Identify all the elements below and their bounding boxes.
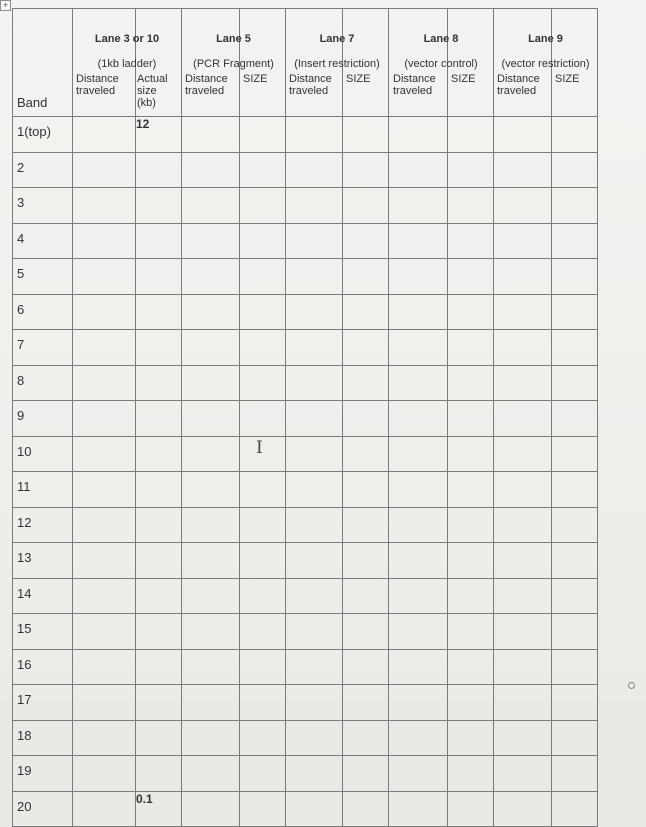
distance-cell[interactable] [286, 436, 343, 472]
distance-cell[interactable] [73, 330, 136, 366]
distance-cell[interactable] [182, 188, 240, 224]
lane-8-col-distance: Distance traveled [393, 73, 436, 97]
size-cell[interactable] [448, 294, 494, 330]
lane-7-col-distance: Distance traveled [289, 73, 332, 97]
move-anchor-icon[interactable]: + [0, 0, 11, 11]
band-number-cell: 18 [13, 720, 73, 756]
size-cell[interactable] [240, 401, 286, 437]
size-cell[interactable] [552, 578, 598, 614]
distance-cell[interactable] [182, 507, 240, 543]
actual-size-cell[interactable] [136, 330, 182, 366]
band-header-cell [13, 9, 73, 117]
distance-cell[interactable] [389, 543, 448, 579]
band-number-cell: 16 [13, 649, 73, 685]
size-cell[interactable] [552, 365, 598, 401]
size-cell[interactable] [240, 756, 286, 792]
distance-cell[interactable] [494, 685, 552, 721]
distance-cell[interactable] [73, 401, 136, 437]
lane-8-title: Lane 8 [423, 33, 459, 45]
distance-cell[interactable] [286, 294, 343, 330]
distance-cell[interactable] [494, 472, 552, 508]
distance-cell[interactable] [73, 259, 136, 295]
actual-size-cell[interactable] [136, 649, 182, 685]
distance-cell[interactable] [494, 436, 552, 472]
size-cell[interactable] [343, 259, 389, 295]
actual-size-cell[interactable]: 12 [136, 117, 182, 153]
table-row [13, 117, 598, 153]
distance-cell[interactable] [389, 685, 448, 721]
distance-cell[interactable] [286, 365, 343, 401]
size-cell[interactable] [343, 720, 389, 756]
actual-size-cell[interactable] [136, 223, 182, 259]
distance-cell[interactable] [389, 294, 448, 330]
band-table [12, 8, 598, 827]
distance-cell[interactable] [182, 472, 240, 508]
distance-cell[interactable] [73, 685, 136, 721]
size-cell[interactable] [448, 614, 494, 650]
distance-cell[interactable] [286, 791, 343, 827]
size-cell[interactable] [552, 791, 598, 827]
lane-3-header-b [136, 9, 182, 117]
actual-size-cell[interactable] [136, 259, 182, 295]
actual-size-cell[interactable]: 0.1 [136, 791, 182, 827]
distance-cell[interactable] [286, 649, 343, 685]
size-cell[interactable] [448, 401, 494, 437]
size-cell[interactable] [343, 294, 389, 330]
size-cell[interactable] [552, 294, 598, 330]
size-cell[interactable] [343, 543, 389, 579]
size-cell[interactable] [552, 507, 598, 543]
distance-cell[interactable] [73, 649, 136, 685]
lane-5-title: Lane 5 [216, 33, 251, 45]
size-cell[interactable] [343, 436, 389, 472]
size-cell[interactable] [240, 365, 286, 401]
distance-cell[interactable] [389, 223, 448, 259]
distance-cell[interactable] [494, 330, 552, 366]
distance-cell[interactable] [389, 152, 448, 188]
distance-cell[interactable] [73, 720, 136, 756]
band-number-cell: 14 [13, 578, 73, 614]
size-cell[interactable] [343, 614, 389, 650]
size-cell[interactable] [240, 223, 286, 259]
table-row [13, 401, 598, 437]
distance-cell[interactable] [494, 117, 552, 153]
lane-8-desc: (vector control) [404, 58, 478, 70]
size-cell[interactable] [343, 117, 389, 153]
size-cell[interactable] [448, 649, 494, 685]
distance-cell[interactable] [73, 152, 136, 188]
size-cell[interactable] [240, 294, 286, 330]
size-cell[interactable] [343, 756, 389, 792]
distance-cell[interactable] [389, 791, 448, 827]
lane-9-title: Lane 9 [528, 33, 563, 45]
size-cell[interactable] [343, 330, 389, 366]
distance-cell[interactable] [389, 188, 448, 224]
distance-cell[interactable] [286, 685, 343, 721]
band-number-cell: 11 [13, 472, 73, 508]
distance-cell[interactable] [73, 365, 136, 401]
size-cell[interactable] [448, 685, 494, 721]
actual-size-cell[interactable] [136, 756, 182, 792]
lane-7-desc: (Insert restriction) [294, 58, 380, 70]
table-row [13, 614, 598, 650]
size-cell[interactable] [240, 330, 286, 366]
size-cell[interactable] [448, 330, 494, 366]
band-number-cell: 12 [13, 507, 73, 543]
size-cell[interactable] [552, 649, 598, 685]
size-cell[interactable] [448, 578, 494, 614]
distance-cell[interactable] [73, 294, 136, 330]
size-cell[interactable] [240, 188, 286, 224]
distance-cell[interactable] [182, 614, 240, 650]
size-cell[interactable] [448, 720, 494, 756]
size-cell[interactable] [240, 649, 286, 685]
distance-cell[interactable] [182, 365, 240, 401]
distance-cell[interactable] [286, 543, 343, 579]
table-row [13, 365, 598, 401]
distance-cell[interactable] [182, 223, 240, 259]
distance-cell[interactable] [286, 223, 343, 259]
table-row [13, 685, 598, 721]
distance-cell[interactable] [494, 578, 552, 614]
band-number-cell: 15 [13, 614, 73, 650]
size-cell[interactable] [448, 259, 494, 295]
distance-cell[interactable] [182, 756, 240, 792]
size-cell[interactable] [448, 791, 494, 827]
size-cell[interactable] [240, 685, 286, 721]
distance-cell[interactable] [494, 543, 552, 579]
actual-size-cell[interactable] [136, 685, 182, 721]
size-cell[interactable] [343, 685, 389, 721]
table-row [13, 543, 598, 579]
band-number-cell: 6 [13, 294, 73, 330]
distance-cell[interactable] [73, 223, 136, 259]
size-cell[interactable] [343, 649, 389, 685]
size-cell[interactable] [343, 578, 389, 614]
distance-cell[interactable] [494, 223, 552, 259]
distance-cell[interactable] [389, 365, 448, 401]
distance-cell[interactable] [286, 259, 343, 295]
band-number-cell: 4 [13, 223, 73, 259]
distance-cell[interactable] [73, 117, 136, 153]
distance-cell[interactable] [73, 543, 136, 579]
distance-cell[interactable] [389, 756, 448, 792]
distance-cell[interactable] [494, 791, 552, 827]
size-cell[interactable] [448, 188, 494, 224]
text-cursor-icon: I [256, 438, 263, 458]
table-row [13, 720, 598, 756]
band-number-cell: 13 [13, 543, 73, 579]
size-cell[interactable] [552, 543, 598, 579]
distance-cell[interactable] [494, 756, 552, 792]
distance-cell[interactable] [182, 791, 240, 827]
band-number-cell: 2 [13, 152, 73, 188]
distance-cell[interactable] [389, 401, 448, 437]
band-number-cell: 3 [13, 188, 73, 224]
distance-cell[interactable] [494, 365, 552, 401]
distance-cell[interactable] [182, 543, 240, 579]
size-cell[interactable] [448, 756, 494, 792]
distance-cell[interactable] [182, 649, 240, 685]
size-cell[interactable] [552, 330, 598, 366]
distance-cell[interactable] [389, 472, 448, 508]
distance-cell[interactable] [73, 472, 136, 508]
actual-size-cell[interactable] [136, 436, 182, 472]
table-row [13, 259, 598, 295]
resize-handle-icon[interactable] [628, 682, 635, 689]
distance-cell[interactable] [389, 578, 448, 614]
size-cell[interactable] [343, 507, 389, 543]
distance-cell[interactable] [494, 507, 552, 543]
size-cell[interactable] [552, 436, 598, 472]
distance-cell[interactable] [73, 756, 136, 792]
band-number-cell: 8 [13, 365, 73, 401]
size-cell[interactable] [240, 791, 286, 827]
size-cell[interactable] [240, 117, 286, 153]
size-cell[interactable] [343, 791, 389, 827]
distance-cell[interactable] [286, 614, 343, 650]
size-cell[interactable] [448, 223, 494, 259]
table-row [13, 756, 598, 792]
distance-cell[interactable] [286, 720, 343, 756]
lane-7-header-b [343, 9, 389, 117]
table-row [13, 436, 598, 472]
actual-size-cell[interactable] [136, 507, 182, 543]
lane-8-header-b [448, 9, 494, 117]
table-row [13, 507, 598, 543]
distance-cell[interactable] [182, 685, 240, 721]
distance-cell[interactable] [389, 259, 448, 295]
table-row [13, 472, 598, 508]
distance-cell[interactable] [182, 259, 240, 295]
distance-cell[interactable] [73, 507, 136, 543]
size-cell[interactable] [552, 756, 598, 792]
size-cell[interactable] [552, 685, 598, 721]
lane-3-col-distance: Distance traveled [76, 73, 119, 97]
distance-cell[interactable] [182, 578, 240, 614]
size-cell[interactable] [552, 614, 598, 650]
distance-cell[interactable] [494, 614, 552, 650]
distance-cell[interactable] [286, 578, 343, 614]
lane-9-desc: (vector restriction) [501, 58, 590, 70]
distance-cell[interactable] [494, 259, 552, 295]
size-cell[interactable] [343, 401, 389, 437]
size-cell[interactable] [552, 223, 598, 259]
size-cell[interactable] [448, 152, 494, 188]
table-row [13, 223, 598, 259]
distance-cell[interactable] [286, 756, 343, 792]
distance-cell[interactable] [182, 294, 240, 330]
band-number-cell: 5 [13, 259, 73, 295]
size-cell[interactable] [448, 507, 494, 543]
table-row [13, 330, 598, 366]
band-header: Band [17, 95, 48, 110]
header-row [13, 9, 598, 117]
distance-cell[interactable] [286, 507, 343, 543]
distance-cell[interactable] [389, 330, 448, 366]
band-number-cell: 19 [13, 756, 73, 792]
distance-cell[interactable] [182, 436, 240, 472]
distance-cell[interactable] [73, 578, 136, 614]
actual-size-cell[interactable] [136, 543, 182, 579]
lane-9-col-distance: Distance traveled [497, 73, 540, 97]
table-row [13, 152, 598, 188]
distance-cell[interactable] [494, 401, 552, 437]
size-cell[interactable] [448, 117, 494, 153]
band-number-cell: 10 [13, 436, 73, 472]
table-row [13, 188, 598, 224]
size-cell[interactable] [343, 188, 389, 224]
table-row [13, 649, 598, 685]
size-cell[interactable] [552, 720, 598, 756]
size-cell[interactable] [552, 472, 598, 508]
lane-3-title: Lane 3 or 10 [94, 33, 160, 45]
actual-size-cell[interactable] [136, 614, 182, 650]
distance-cell[interactable] [389, 436, 448, 472]
size-cell[interactable] [240, 472, 286, 508]
lane-7-col-size: SIZE [346, 73, 371, 85]
band-number-cell: 17 [13, 685, 73, 721]
actual-size-cell[interactable] [136, 720, 182, 756]
size-cell[interactable] [240, 507, 286, 543]
distance-cell[interactable] [286, 152, 343, 188]
distance-cell[interactable] [494, 294, 552, 330]
band-number-cell: 1(top) [13, 117, 73, 153]
distance-cell[interactable] [286, 472, 343, 508]
table-row [13, 294, 598, 330]
size-cell[interactable] [552, 188, 598, 224]
distance-cell[interactable] [389, 117, 448, 153]
lane-5-col-size: SIZE [243, 73, 268, 85]
size-cell[interactable] [343, 223, 389, 259]
actual-size-cell[interactable] [136, 401, 182, 437]
size-cell[interactable] [343, 152, 389, 188]
size-cell[interactable] [552, 259, 598, 295]
distance-cell[interactable] [73, 614, 136, 650]
lane-3-desc: (1kb ladder) [97, 58, 157, 70]
distance-cell[interactable] [389, 507, 448, 543]
actual-size-cell[interactable] [136, 152, 182, 188]
table-row [13, 791, 598, 827]
size-cell[interactable] [552, 401, 598, 437]
lane-9-header-b [552, 9, 598, 117]
distance-cell[interactable] [494, 152, 552, 188]
distance-cell[interactable] [182, 152, 240, 188]
size-cell[interactable] [240, 543, 286, 579]
actual-size-cell[interactable] [136, 365, 182, 401]
distance-cell[interactable] [494, 188, 552, 224]
size-cell[interactable] [240, 614, 286, 650]
lane-3-col-size: Actual size (kb) [137, 73, 168, 109]
table-row [13, 578, 598, 614]
distance-cell[interactable] [286, 188, 343, 224]
lane-5-desc: (PCR Fragment) [193, 58, 274, 70]
distance-cell[interactable] [73, 791, 136, 827]
distance-cell[interactable] [389, 614, 448, 650]
size-cell[interactable] [343, 365, 389, 401]
lane-9-col-size: SIZE [555, 73, 580, 85]
band-number-cell: 20 [13, 791, 73, 827]
distance-cell[interactable] [182, 117, 240, 153]
size-cell[interactable] [552, 152, 598, 188]
actual-size-cell[interactable] [136, 188, 182, 224]
size-cell[interactable] [240, 259, 286, 295]
distance-cell[interactable] [494, 720, 552, 756]
actual-size-cell[interactable] [136, 472, 182, 508]
lane-8-col-size: SIZE [451, 73, 476, 85]
size-cell[interactable] [240, 720, 286, 756]
size-cell[interactable] [448, 365, 494, 401]
distance-cell[interactable] [182, 330, 240, 366]
distance-cell[interactable] [389, 720, 448, 756]
size-cell[interactable] [552, 117, 598, 153]
distance-cell[interactable] [389, 649, 448, 685]
lane-5-col-distance: Distance traveled [185, 73, 228, 97]
size-cell[interactable] [240, 578, 286, 614]
actual-size-cell[interactable] [136, 294, 182, 330]
actual-size-cell[interactable] [136, 578, 182, 614]
distance-cell[interactable] [182, 401, 240, 437]
size-cell[interactable] [448, 472, 494, 508]
lane-7-title: Lane 7 [319, 33, 355, 45]
distance-cell[interactable] [73, 436, 136, 472]
distance-cell[interactable] [182, 720, 240, 756]
distance-cell[interactable] [286, 330, 343, 366]
distance-cell[interactable] [494, 649, 552, 685]
distance-cell[interactable] [73, 188, 136, 224]
distance-cell[interactable] [286, 401, 343, 437]
lane-5-header-b [240, 9, 286, 117]
size-cell[interactable] [448, 543, 494, 579]
band-number-cell: 7 [13, 330, 73, 366]
size-cell[interactable] [240, 152, 286, 188]
distance-cell[interactable] [286, 117, 343, 153]
size-cell[interactable] [448, 436, 494, 472]
band-number-cell: 9 [13, 401, 73, 437]
size-cell[interactable] [343, 472, 389, 508]
